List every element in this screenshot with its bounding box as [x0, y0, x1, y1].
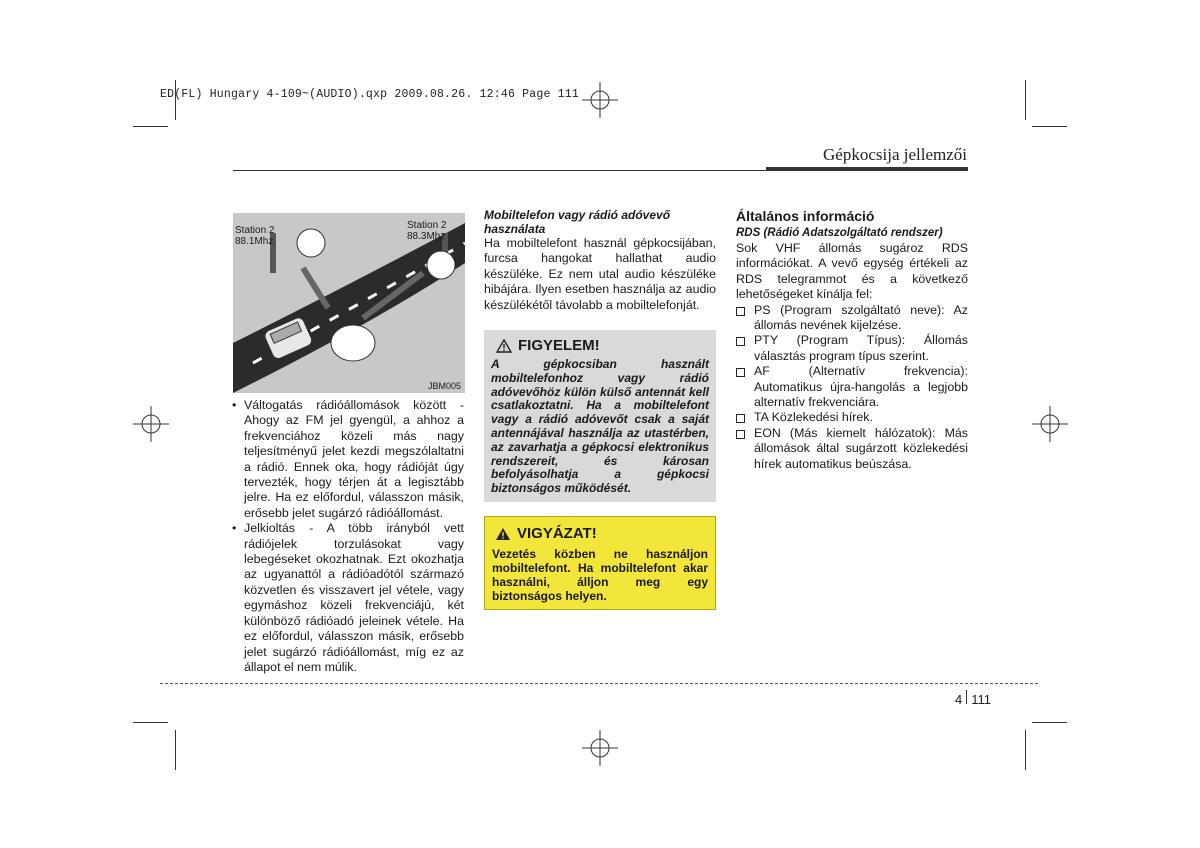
registration-mark-icon [582, 730, 618, 766]
rds-subheading: RDS (Rádió Adatszolgáltató rendszer) [736, 227, 943, 239]
caution-note-box [484, 330, 716, 502]
figure-label-station: Station 2 [407, 220, 447, 231]
print-slug: ED(FL) Hungary 4-109~(AUDIO).qxp 2009.08.26. 12:46 Page 111 [160, 88, 579, 101]
checkbox-bullet-icon [736, 337, 745, 346]
mobile-heading: Mobiltelefon vagy rádió adóvevő használata [484, 208, 671, 236]
registration-mark-icon [1032, 406, 1068, 442]
checkbox-bullet-icon [736, 368, 745, 377]
list-item [232, 521, 464, 675]
page-number [955, 690, 991, 707]
list-item [736, 410, 968, 425]
figure-label-station: Station 2 [235, 225, 275, 236]
checkbox-bullet-icon [736, 430, 745, 439]
page-number-separator [966, 690, 967, 704]
crop-mark [133, 126, 168, 127]
section-title: Gépkocsija jellemzői [823, 145, 967, 164]
list-item [736, 303, 968, 334]
general-info-heading: Általános információ [736, 208, 875, 224]
rds-feature-list [736, 303, 968, 472]
rds-intro: Sok VHF állomás sugároz RDS információkat. A vevő egység értékeli az RDS telegrammot és a következő lehetőségeket kínálja fel: [736, 241, 968, 302]
note-title-text: FIGYELEM! [518, 337, 600, 354]
page-number-value: 111 [971, 692, 991, 707]
list-item-text: Jelkioltás - A több irányból vett rádiójelek torzulásokat vagy lebegéseket okozhatnak. Ezt okozhatja az ugyanattól a rádióadótól származó közvetlen és visszavert jel vétele, vagy egymáshoz közeli frekvenciájú, két különböző rádióadó jeleinek vétele. Ha ez előfordul, válasszon másik, erősebb jelet sugárzó rádióállomást, míg ez az állapot el nem múlik. [244, 521, 464, 674]
crop-mark [1032, 126, 1067, 127]
warning-body: Vezetés közben ne használjon mobiltelefont. Ha mobiltelefont akar használni, álljon meg egy biztonságos helyen. [492, 547, 708, 603]
chapter-number: 4 [955, 692, 963, 707]
list-item-text: PTY (Program Típus): Állomás választás program típus szerint. [754, 333, 968, 363]
crop-mark [175, 730, 176, 770]
list-item-text: TA Közlekedési hírek. [754, 410, 873, 425]
list-item-text: Váltogatás rádióállomások között - Ahogy az FM jel gyengül, a ahhoz a frekvenciához közeli más nagy teljesítményű jelet kezdi megszólaltatni a rádió. Ennek oka, hogy rádióját úgy tervezték, hogy térjen át a legisztább jelre. Ha ez előfordul, válasszon másik, erősebb jelet sugárzó rádióállomást. [244, 398, 464, 520]
note-body: A gépkocsiban használt mobiltelefonhoz vagy rádió adóvevőhöz külön külső antennát kell csatlakoztatni. Ha a mobiltelefont vagy a rádió adóvevőt csak a saját antennájával használja az utastérben, az zavarhatja a gépkocsi elektronikus rendszereit, és károsan befolyásolhatja a gépkocsi biztonságos működését. [491, 357, 709, 496]
right-column [736, 207, 968, 472]
figure-code: JBM005 [427, 381, 461, 391]
caution-triangle-icon [496, 339, 512, 353]
list-item [736, 333, 968, 364]
warning-title-text: VIGYÁZAT! [517, 525, 597, 542]
left-column [232, 398, 464, 675]
warning-title [495, 525, 597, 542]
crop-mark [1025, 80, 1026, 120]
list-item-text: EON (Más kiemelt hálózatok): Más állomások által sugárzott közlekedési hírek automatikus beúszása. [754, 425, 968, 471]
checkbox-bullet-icon [736, 414, 745, 423]
bullet-icon: • [232, 398, 237, 412]
radio-reception-figure [233, 213, 465, 393]
list-item [736, 364, 968, 410]
crop-mark [1025, 730, 1026, 770]
list-item [736, 426, 968, 472]
figure-label-frequency: 88.3Mhz [407, 231, 446, 242]
warning-triangle-icon [495, 527, 511, 541]
checkbox-bullet-icon [736, 307, 745, 316]
warning-box [484, 516, 716, 610]
figure-label-frequency: 88.1Mhz [235, 236, 274, 247]
list-item-text: AF (Alternatív frekvencia): Automatikus újra-hangolás a legjobb alternatív frekvenciára. [754, 364, 968, 410]
registration-mark-icon [133, 406, 169, 442]
list-item [232, 398, 464, 521]
registration-mark-icon [582, 82, 618, 118]
middle-column [484, 208, 716, 313]
list-item-text: PS (Program szolgáltató neve): Az állomás nevének kijelzése. [754, 302, 968, 333]
title-rule-accent [766, 167, 968, 171]
crop-mark [133, 722, 168, 723]
crop-mark [1032, 722, 1067, 723]
mobile-paragraph: Ha mobiltelefont használ gépkocsijában, furcsa hangokat hallathat audio készüléke. Ez nem utal audio készüléke hibájára. Ilyen esetben használja az audio készülékétől távolabb a mobiltelefonját. [484, 236, 716, 312]
note-title [496, 337, 600, 354]
bullet-icon: • [232, 521, 237, 536]
footer-rule [160, 683, 1038, 684]
